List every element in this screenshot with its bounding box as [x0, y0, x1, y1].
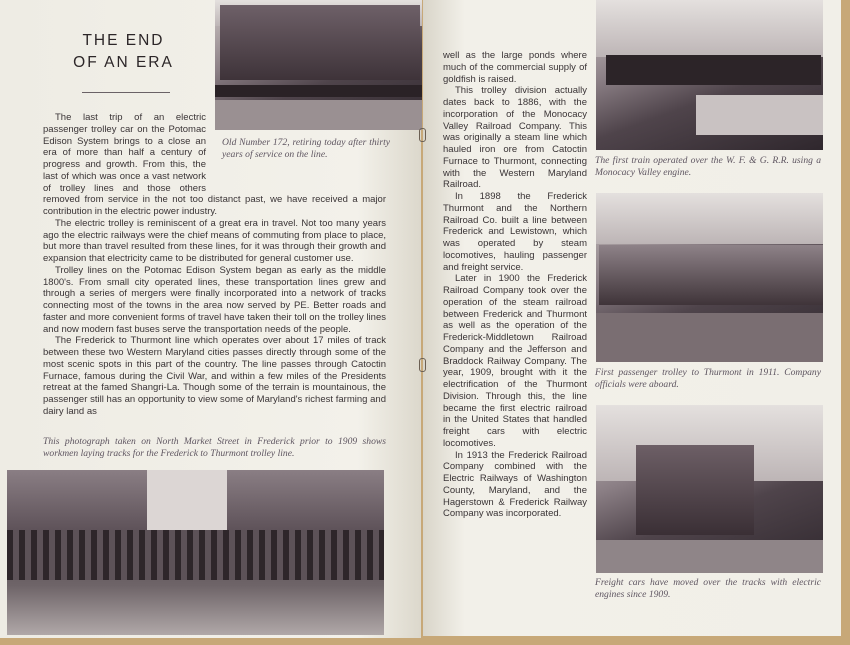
caption-freight-cars: Freight cars have moved over the tracks with electric engines since 1909. [595, 577, 821, 600]
photo-street-workmen [7, 470, 384, 635]
left-body-text [43, 112, 386, 418]
right-body-text [443, 50, 587, 520]
paragraph: Trolley lines on the Potomac Edison System began as early as the middle 1800's. From small city operated lines, these transportation lines grew and through a series of mergers were finally incorporated into a network of tracks connecting most of the towns in the area now served by PE. Better roads and faster and more convenient forms of travel have taken their toll on the trolley lines and now modern fast buses serve the transportation needs of the people. [43, 264, 386, 335]
photo-freight-cars [596, 405, 823, 573]
paragraph: This trolley division actually dates back to 1886, with the incorporation of the Monocacy Valley Railroad Company. This was originally a steam line which hauled iron ore from Catoctin Furnace to Thurmont, connecting with the Western Maryland Railroad. [443, 85, 587, 191]
left-page [0, 0, 421, 638]
title-line-2: OF AN ERA [73, 54, 174, 71]
paragraph: The electric trolley is reminiscent of a great era in travel. Not too many years ago the electric railways were the chief means of commuting from place to place, but more than travel resulted from these lines, for it was through their growth and expansion that electricity came to be distributed for general customer use. [43, 217, 386, 264]
right-page [423, 0, 841, 636]
paragraph: The last trip of an electric passenger trolley car on the Potomac Edison System brings to a close an era of more than half a century of progress and growth. From this, the last of which was once a vast network of trolley lines and those others removed from service in the not too distanct past, we have received a major contribution in the electric power industry. [43, 112, 386, 217]
caption-north-market-street: This photograph taken on North Market Street in Frederick prior to 1909 shows workmen laying tracks for the Frederick to Thurmont trolley line. [43, 436, 386, 459]
paragraph: In 1898 the Frederick Thurmont and the Northern Railroad Co. built a line between Frederick and Lewistown, which was operated by steam locomotives, hauling passenger and freight service. [443, 191, 587, 273]
title-divider [82, 92, 170, 93]
binding-staple [419, 128, 426, 142]
paragraph: Later in 1900 the Frederick Railroad Company took over the operation of the steam railroad between Frederick and Thurmont as well as the operation of the Frederick-Middletown Railroad Company and the Jefferson and Braddock Railway Company. The year, 1909, brought with it the electrification of the Thurmont Division. Through this, the line became the first electric railroad in the United States that handled freight cars with electric locomotives. [443, 273, 587, 449]
caption-trolley-172: Old Number 172, retiring today after thirty years of service on the line. [222, 137, 390, 160]
photo-first-train [596, 0, 823, 150]
paragraph: The Frederick to Thurmont line which operates over about 17 miles of track between these two Western Maryland cities passes directly through some of the most scenic spots in this part of the country. The line passes through Catoctin Furnace, famous during the Civil War, and within a few miles of the Presidents retreat at the famed Shangri-La. Though some of the terrain is mountainous, the passenger still has an opportunity to view some of Maryland's richest farming and dairy land as [43, 335, 386, 417]
title-line-1: THE END [82, 32, 165, 49]
paragraph: well as the large ponds where much of the commercial supply of goldfish is raised. [443, 50, 587, 85]
photo-first-passenger-trolley [596, 193, 823, 362]
photo-trolley-172 [215, 0, 422, 130]
caption-first-train: The first train operated over the W. F. & G. R.R. using a Monocacy Valley engine. [595, 155, 821, 178]
binding-staple [419, 358, 426, 372]
page-title [56, 30, 191, 74]
paragraph: In 1913 the Frederick Railroad Company combined with the Electric Railways of Washington County, Maryland, and the Hagerstown & Frederick Railway Company was incorporated. [443, 449, 587, 520]
caption-first-passenger-trolley: First passenger trolley to Thurmont in 1911. Company officials were aboard. [595, 367, 821, 390]
